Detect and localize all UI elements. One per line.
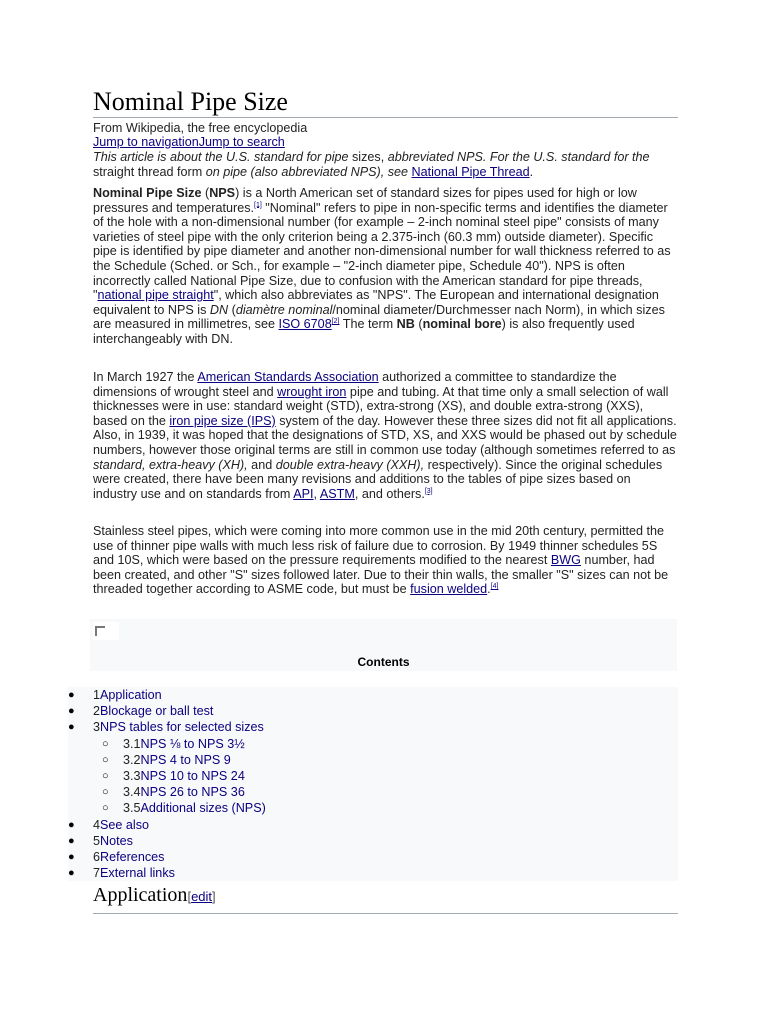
- section-heading-application: [93, 884, 216, 906]
- toc-number: 3.2: [123, 752, 141, 767]
- text: number, had been created, and other "S" sizes followed later. Due to their thin walls, the smaller "S" sizes can not be threaded together according to ASME code, but must be: [93, 553, 669, 597]
- national-pipe-thread-link[interactable]: National Pipe Thread: [411, 164, 530, 179]
- toc-item-link[interactable]: [93, 833, 133, 849]
- toc-item-link[interactable]: [93, 817, 149, 833]
- hatnote-text: straight thread form: [93, 164, 206, 179]
- text: pipe and tubing. At that time only a small selection of wall thicknesses were in use: standard weight (STD), extra-strong (XS), and double extra-strong (XXS), based on the: [93, 384, 669, 428]
- circle-bullet-icon: ○: [102, 753, 109, 766]
- hatnote-text: .: [529, 164, 534, 179]
- checkbox-icon: [95, 626, 105, 636]
- text: /nominal diameter/Durchmesser nach Norm), in which sizes are measured in millimetres, see: [93, 302, 665, 332]
- hatnote-text: on pipe (also abbreviated NPS), see: [205, 164, 412, 179]
- toc-number: 3.5: [123, 801, 141, 816]
- toc-item[interactable]: [68, 800, 678, 816]
- toc-label: References: [100, 849, 165, 864]
- text: Stainless steel pipes, which were coming into more common use in the mid 20th century, permitted the use of thinner pipe walls with much less risk of failure due to corrosion. By 1949 thinner schedules 5S and 10S, which were based on the pressure requirements modified to the nearest: [93, 524, 664, 568]
- toc-label: Notes: [100, 833, 133, 848]
- bold-term: NPS: [209, 186, 236, 200]
- text: authorized a committee to standardize the dimensions of wrought steel and: [93, 370, 617, 399]
- toc-number: 1: [93, 688, 101, 702]
- toc-label: NPS 4 to NPS 9: [140, 752, 231, 767]
- italic-term: DN: [209, 302, 229, 317]
- edit-bracket: [: [187, 889, 192, 904]
- text: In March 1927 the: [93, 370, 198, 384]
- paragraph-history: [93, 370, 678, 501]
- toc-item[interactable]: [68, 768, 678, 784]
- text: ) is also frequently used interchangeably with DN.: [93, 317, 635, 346]
- wrought-iron-link[interactable]: wrought iron: [277, 384, 347, 399]
- toc-number: 5: [93, 833, 101, 848]
- toc-item-link[interactable]: [123, 784, 245, 800]
- toc-list: [68, 687, 678, 881]
- iron-pipe-size-link[interactable]: iron pipe size (IPS): [169, 413, 276, 428]
- text: .: [487, 582, 491, 597]
- text: and: [247, 457, 276, 472]
- section-heading-text: Application: [93, 884, 188, 906]
- toc-number: 2: [93, 704, 101, 719]
- bullet-icon: ●: [68, 689, 75, 701]
- national-pipe-straight-link[interactable]: national pipe straight: [97, 288, 214, 303]
- toc-number: 3.4: [123, 785, 141, 800]
- italic-term: double extra-heavy (XXH),: [275, 457, 425, 472]
- edit-link[interactable]: edit: [191, 889, 213, 904]
- toc-item-link[interactable]: [93, 865, 175, 881]
- reference-link[interactable]: [1]: [254, 201, 262, 209]
- toc-item-link[interactable]: [123, 736, 245, 752]
- toc-label: Application: [100, 688, 162, 702]
- hatnote: [93, 150, 678, 179]
- jump-links: [93, 135, 678, 150]
- toc-label: External links: [100, 866, 175, 881]
- toc-label: See also: [100, 817, 150, 832]
- iso-6708-link[interactable]: ISO 6708: [278, 317, 332, 332]
- text: ) is a North American set of standard sizes for pipes used for high or low pressures and temperatures.: [93, 186, 637, 215]
- italic-term: diamètre nominal: [235, 302, 333, 317]
- toc-number: 4: [93, 817, 101, 832]
- text: (: [201, 186, 210, 200]
- text: , and others.: [354, 486, 425, 501]
- text: The term: [339, 317, 397, 332]
- toc-item[interactable]: [68, 849, 678, 865]
- toc-label: NPS ⅛ to NPS 3½: [140, 736, 245, 751]
- toc-number: 3.1: [123, 736, 141, 751]
- text: "Nominal" refers to pipe in non-specific terms and identifies the diameter of the hole with a non-dimensional number (for example – 2-inch nominal steel pipe" consists of many varieties of steel pipe with the only criterion being a 2.375-inch (60.3 mm) outside diameter). Specific pipe is identified by pipe diameter and another non-dimensional number for wall thickness referred to as the Schedule (Sched. or Sch., for example – "2-inch diameter pipe, Schedule 40"). NPS is often incorrectly called National Pipe Size, due to confusion with the American standard for pipe threads, ": [93, 200, 671, 303]
- bold-term: Nominal Pipe Size: [93, 186, 202, 200]
- toc-item[interactable]: [68, 865, 678, 881]
- text: ", which also abbreviates as "NPS". The European and international designation equivalent to NPS is: [93, 288, 659, 317]
- toc-number: 3: [93, 720, 101, 735]
- toc-item[interactable]: [68, 703, 678, 719]
- bullet-icon: ●: [68, 867, 75, 880]
- toc-toggle-checkbox[interactable]: [93, 622, 119, 640]
- reference-link[interactable]: [2]: [331, 318, 340, 326]
- toc-label: NPS 26 to NPS 36: [140, 785, 245, 800]
- bold-term: nominal bore: [422, 317, 502, 332]
- toc-label: NPS tables for selected sizes: [100, 720, 264, 735]
- reference-link[interactable]: [4]: [490, 583, 499, 591]
- hatnote-text: This article is about the U.S. standard for pipe: [93, 150, 349, 164]
- astm-link[interactable]: ASTM: [319, 486, 355, 501]
- hatnote-text: sizes,: [348, 150, 385, 164]
- hatnote-text: abbreviated NPS. For the U.S. standard for the: [384, 150, 650, 164]
- bwg-link[interactable]: BWG: [550, 553, 581, 568]
- toc-item-link[interactable]: [93, 719, 264, 735]
- title-divider: [93, 117, 678, 118]
- toc-item[interactable]: [68, 719, 678, 735]
- paragraph-intro: [93, 186, 678, 347]
- bullet-icon: ●: [68, 818, 75, 831]
- jump-to-navigation-link[interactable]: Jump to navigation: [93, 135, 199, 149]
- text: (: [414, 317, 423, 332]
- toc-item-link[interactable]: [123, 800, 266, 816]
- toc-item[interactable]: [68, 687, 678, 703]
- section-divider: [93, 913, 678, 914]
- edit-bracket: ]: [212, 889, 216, 904]
- italic-term: standard, extra-heavy (XH),: [93, 457, 248, 472]
- toc-item[interactable]: [68, 833, 678, 849]
- american-standards-association-link[interactable]: American Standards Association: [197, 370, 379, 384]
- toc-item[interactable]: [68, 784, 678, 800]
- bold-term: NB: [396, 317, 415, 332]
- text: ,: [313, 486, 320, 501]
- bullet-icon: ●: [68, 834, 75, 847]
- toc-title: Contents: [357, 655, 410, 669]
- toc-item-link[interactable]: [93, 849, 164, 865]
- bullet-icon: ●: [68, 850, 75, 863]
- page-title: Nominal Pipe Size: [93, 87, 288, 116]
- text: (: [228, 302, 236, 317]
- toc-item-link[interactable]: [93, 703, 213, 719]
- toc-label: NPS 10 to NPS 24: [140, 768, 245, 783]
- fusion-welded-link[interactable]: fusion welded: [410, 582, 488, 597]
- bullet-icon: ●: [68, 721, 75, 734]
- circle-bullet-icon: ○: [102, 769, 109, 782]
- toc-number: 6: [93, 849, 101, 864]
- toc-item[interactable]: [68, 752, 678, 768]
- toc-item[interactable]: [68, 736, 678, 752]
- text: system of the day. However these three sizes did not fit all applications. Also, in 1939, it was hoped that the designations of STD, XS, and XXS would be phased out by schedule numbers, however those original terms are still in common use today (although sometimes referred to as: [93, 413, 677, 457]
- api-link[interactable]: API: [293, 486, 314, 501]
- toc-item-link[interactable]: [123, 768, 245, 784]
- edit-section: [187, 889, 215, 904]
- text: respectively). Since the original schedules were created, there have been many revisions and additions to the tables of pipe sizes based on industry use and on standards from: [93, 457, 663, 501]
- circle-bullet-icon: ○: [102, 786, 109, 799]
- toc-item-link[interactable]: [93, 687, 162, 703]
- jump-to-search-link[interactable]: Jump to search: [198, 135, 285, 149]
- toc-label: Blockage or ball test: [100, 704, 214, 719]
- bullet-icon: ●: [68, 705, 75, 718]
- toc-number: 3.3: [123, 768, 141, 783]
- reference-link[interactable]: [3]: [424, 487, 433, 495]
- toc-label: Additional sizes (NPS): [140, 801, 266, 816]
- toc-number: 7: [93, 866, 101, 881]
- circle-bullet-icon: ○: [102, 802, 109, 815]
- toc-item-link[interactable]: [123, 752, 231, 768]
- tagline: From Wikipedia, the free encyclopedia: [93, 121, 308, 135]
- toc-item[interactable]: [68, 817, 678, 833]
- circle-bullet-icon: ○: [102, 737, 109, 750]
- paragraph-stainless: [93, 524, 678, 597]
